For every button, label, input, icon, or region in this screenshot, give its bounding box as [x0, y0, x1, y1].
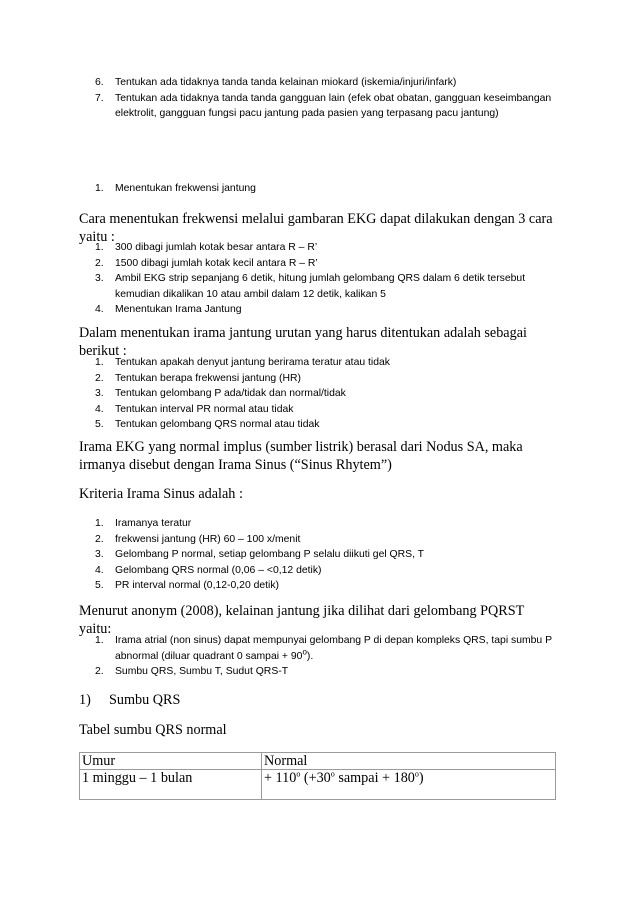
- list-number: 4.: [95, 304, 104, 315]
- list-item: [0, 532, 560, 548]
- list-text: Tentukan interval PR normal atau tidak: [115, 403, 294, 415]
- degree-superscript: o: [414, 769, 419, 779]
- list-item: [0, 563, 560, 579]
- list-criteria: [0, 516, 560, 594]
- header-cell-age: Umur: [80, 753, 262, 770]
- list-item: [0, 240, 560, 256]
- list-text: Menentukan Irama Jantung: [115, 304, 242, 315]
- value-part: sampai + 180: [334, 770, 415, 786]
- list-text: frekwensi jantung (HR) 60 – 100 x/menit: [115, 533, 301, 545]
- list-item: [0, 371, 560, 387]
- list-item: [0, 633, 560, 664]
- qrs-axis-table: [79, 752, 556, 800]
- list-text: Ambil EKG strip sepanjang 6 detik, hitung jumlah gelombang QRS dalam 6 detik tersebut kemudian dikalikan 10 atau ambil dalam 12 detik, kalikan 5: [115, 273, 526, 300]
- list-item: [0, 91, 560, 122]
- list-item: [0, 402, 560, 418]
- table-row: [80, 770, 556, 800]
- paragraph-sinus: Irama EKG yang normal implus (sumber listrik) berasal dari Nodus SA, maka irmanya disebut dengan Irama Sinus (“Sinus Rhytem”): [79, 439, 523, 473]
- list-number: 5.: [95, 580, 104, 591]
- list-top: [0, 75, 560, 122]
- value-part: ): [418, 770, 424, 786]
- section-title: Sumbu QRS: [109, 692, 181, 708]
- list-item: [0, 578, 560, 594]
- list-methods: [0, 240, 560, 318]
- list-item: [0, 75, 560, 91]
- list-heart-rate: [0, 181, 560, 197]
- list-item: [0, 302, 560, 318]
- cell-normal: [262, 770, 556, 800]
- list-number: 4.: [95, 403, 104, 415]
- list-text: Tentukan gelombang QRS normal atau tidak: [115, 419, 320, 430]
- list-text: Tentukan gelombang P ada/tidak dan normal/tidak: [115, 388, 346, 399]
- list-item: [0, 271, 560, 302]
- list-text: Sumbu QRS, Sumbu T, Sudut QRS-T: [115, 666, 289, 677]
- header-cell-normal: Normal: [262, 753, 556, 770]
- list-number: 3.: [95, 388, 104, 399]
- list-item: [0, 256, 560, 272]
- list-number: 2.: [95, 533, 104, 545]
- list-text-tail: ).: [306, 650, 314, 662]
- list-item: [0, 547, 560, 563]
- list-number: 2.: [95, 372, 104, 384]
- table-caption: Tabel sumbu QRS normal: [79, 722, 227, 738]
- list-number: 3.: [95, 549, 104, 560]
- list-number: 6.: [95, 77, 104, 88]
- paragraph-heart-rate: Cara menentukan frekwensi melalui gambaran EKG dapat dilakukan dengan 3 cara yaitu :: [79, 211, 553, 245]
- degree-superscript: o: [330, 769, 335, 779]
- paragraph-anonym: Menurut anonym (2008), kelainan jantung jika dilihat dari gelombang PQRST yaitu:: [79, 603, 524, 637]
- list-number: 5.: [95, 419, 104, 430]
- list-text: Tentukan apakah denyut jantung berirama teratur atau tidak: [115, 357, 390, 368]
- list-text: 1500 dibagi jumlah kotak kecil antara R – R’: [115, 257, 318, 269]
- list-item: [0, 181, 560, 197]
- list-rhythm-steps: [0, 355, 560, 433]
- degree-superscript: o: [296, 769, 301, 779]
- list-text: Gelombang QRS normal (0,06 – <0,12 detik): [115, 564, 322, 576]
- list-number: 1.: [95, 357, 104, 368]
- section-heading-qrs: [79, 691, 180, 709]
- list-item: [0, 355, 560, 371]
- table-header-row: [80, 753, 556, 770]
- value-part: + 110: [264, 770, 297, 786]
- list-item: [0, 386, 560, 402]
- list-item: [0, 516, 560, 532]
- list-text: Tentukan ada tidaknya tanda tanda gangguan lain (efek obat obatan, gangguan keseimbangan elektrolit, gangguan fungsi pacu jantung pada pasien yang terpasang pacu jantung): [115, 92, 552, 119]
- list-number: 1.: [95, 518, 104, 529]
- list-text: Menentukan frekwensi jantung: [115, 183, 256, 194]
- list-number: 7.: [95, 92, 104, 104]
- list-text: [115, 633, 560, 664]
- list-number: 4.: [95, 564, 104, 576]
- list-number: 1.: [95, 183, 104, 194]
- paragraph-criteria: Kriteria Irama Sinus adalah :: [79, 486, 243, 502]
- list-item: [0, 417, 560, 433]
- value-part: (+30: [300, 770, 331, 786]
- list-text: Tentukan berapa frekwensi jantung (HR): [115, 372, 301, 384]
- list-text: Tentukan ada tidaknya tanda tanda kelainan miokard (iskemia/injuri/infark): [115, 77, 457, 88]
- paragraph-rhythm: Dalam menentukan irama jantung urutan yang harus ditentukan adalah sebagai berikut :: [79, 325, 527, 359]
- list-text: Gelombang P normal, setiap gelombang P selalu diikuti gel QRS, T: [115, 549, 425, 560]
- list-abnormal: [0, 633, 560, 680]
- list-number: 2.: [95, 257, 104, 269]
- list-number: 2.: [95, 666, 104, 677]
- list-text: 300 dibagi jumlah kotak besar antara R – R’: [115, 242, 318, 253]
- list-text: PR interval normal (0,12-0,20 detik): [115, 580, 280, 591]
- list-text-main: Irama atrial (non sinus) dapat mempunyai gelombang P di depan kompleks QRS, tapi sumbu P abnormal (diluar quadrant 0 sampai + 90: [115, 635, 552, 662]
- list-number: 3.: [95, 273, 104, 284]
- list-number: 1.: [95, 635, 104, 646]
- section-number: 1): [79, 692, 91, 708]
- degree-superscript: o: [302, 647, 307, 657]
- list-number: 1.: [95, 242, 104, 253]
- cell-age: 1 minggu – 1 bulan: [80, 770, 262, 800]
- list-item: [0, 664, 560, 680]
- list-text: Iramanya teratur: [115, 518, 192, 529]
